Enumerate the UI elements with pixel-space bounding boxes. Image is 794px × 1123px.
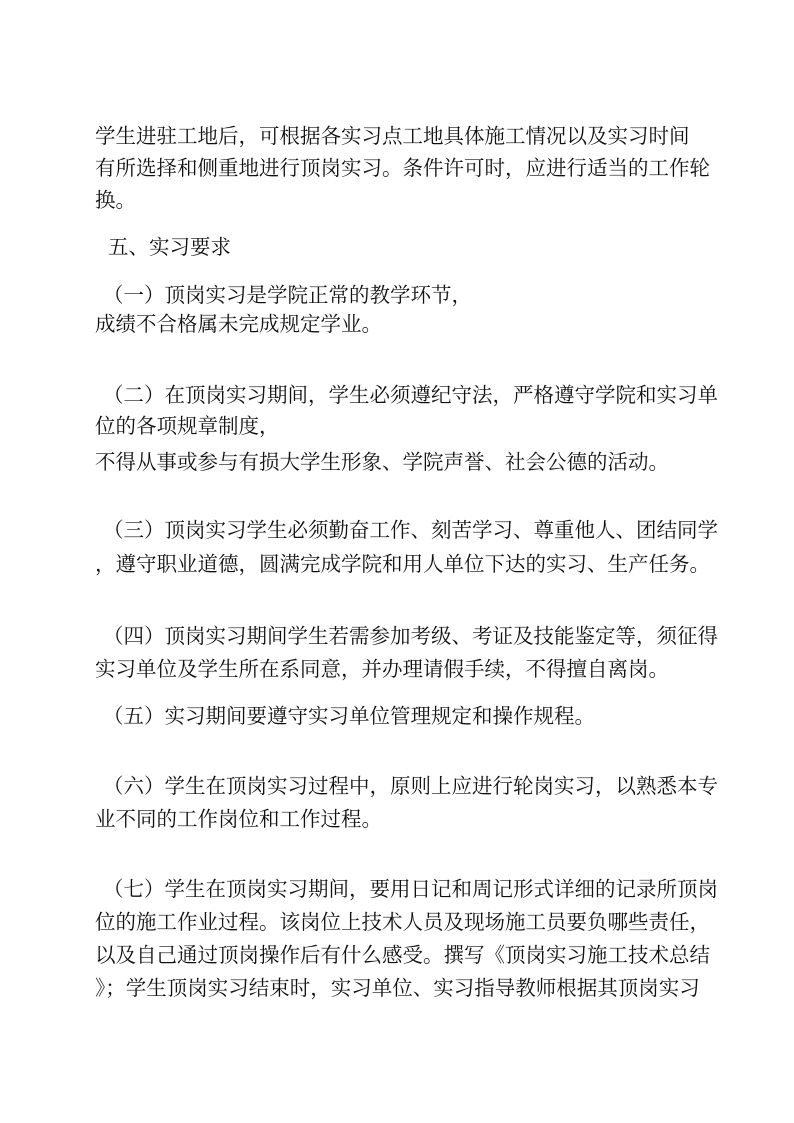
text-line: 不得从事或参与有损大学生形象、学院声誉、社会公德的活动。: [95, 450, 669, 474]
text-line: 有所选择和侧重地进行顶岗实习。条件许可时，应进行适当的工作轮: [95, 156, 710, 180]
text-line: 实习单位及学生所在系同意，并办理请假手续，不得擅自离岗。: [95, 657, 669, 681]
text-line: （三）顶岗实习学生必须勤奋工作、刻苦学习、尊重他人、团结同学: [103, 518, 718, 542]
text-line: 以及自己通过顶岗操作后有什么感受。撰写《顶岗实习施工技术总结: [95, 943, 710, 967]
text-line: ，遵守职业道德，圆满完成学院和用人单位下达的实习、生产任务。: [95, 552, 710, 576]
text-line: 学生进驻工地后，可根据各实习点工地具体施工情况以及实习时间: [95, 124, 690, 148]
section-heading: 五、实习要求: [108, 235, 231, 259]
text-line: 换。: [95, 188, 136, 212]
text-line: （七）学生在顶岗实习期间，要用日记和周记形式详细的记录所顶岗: [103, 877, 718, 901]
text-line: （五）实习期间要遵守实习单位管理规定和操作规程。: [103, 704, 595, 728]
text-line: （一）顶岗实习是学院正常的教学环节，: [103, 283, 472, 307]
text-line: （四）顶岗实习期间学生若需参加考级、考证及技能鉴定等，须征得: [103, 624, 718, 648]
text-line: （二）在顶岗实习期间，学生必须遵纪守法，严格遵守学院和实习单: [103, 383, 718, 407]
text-line: 》；学生顶岗实习结束时，实习单位、实习指导教师根据其顶岗实习: [95, 976, 700, 1000]
text-line: 位的各项规章制度，: [95, 414, 280, 438]
text-line: 成绩不合格属未完成规定学业。: [95, 312, 382, 336]
text-line: 位的施工作业过程。该岗位上技术人员及现场施工员要负哪些责任，: [95, 910, 710, 934]
text-line: （六）学生在顶岗实习过程中，原则上应进行轮岗实习，以熟悉本专: [103, 774, 718, 798]
text-line: 业不同的工作岗位和工作过程。: [95, 807, 382, 831]
